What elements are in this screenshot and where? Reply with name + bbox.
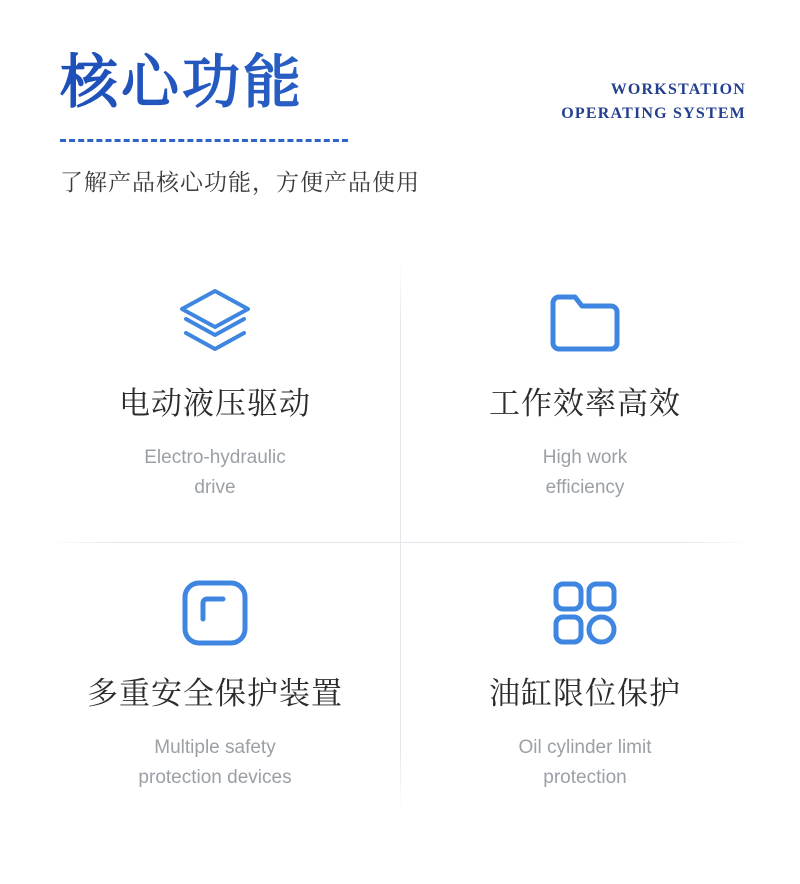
english-subtitle-line2: OPERATING SYSTEM <box>561 105 746 122</box>
page-header <box>0 0 800 230</box>
feature-desc <box>543 443 627 504</box>
feature-card-4 <box>400 542 770 832</box>
page-title: 核心功能 <box>60 52 744 113</box>
dashed-divider <box>60 139 348 142</box>
folder-icon <box>545 280 625 366</box>
feature-title: 多重安全保护装置 <box>87 676 343 712</box>
grid-shapes-icon <box>547 570 623 656</box>
feature-desc-line1: Oil cylinder limit <box>518 737 652 758</box>
english-subtitle <box>561 78 746 126</box>
feature-title: 电动液压驱动 <box>119 386 311 422</box>
feature-desc-line2: protection <box>543 767 627 789</box>
feature-title: 工作效率高效 <box>489 386 681 422</box>
feature-desc-line2: protection devices <box>138 767 292 789</box>
feature-card-2 <box>400 252 770 542</box>
expand-frame-icon <box>177 570 253 656</box>
english-subtitle-line1: WORKSTATION <box>610 81 746 98</box>
feature-title: 油缸限位保护 <box>489 676 681 712</box>
layers-icon <box>174 280 256 366</box>
feature-desc-line2: efficiency <box>545 477 625 499</box>
page-subtitle: 了解产品核心功能，方便产品使用 <box>60 169 420 196</box>
feature-desc <box>518 733 651 794</box>
feature-desc-line1: High work <box>542 447 628 468</box>
feature-desc-line1: Multiple safety <box>154 737 276 758</box>
feature-card-1 <box>30 252 400 542</box>
feature-card-3 <box>30 542 400 832</box>
feature-desc <box>144 443 286 504</box>
feature-grid <box>30 252 770 832</box>
feature-desc-line1: Electro-hydraulic <box>144 447 286 468</box>
feature-desc <box>138 733 291 794</box>
feature-desc-line2: drive <box>194 477 236 499</box>
